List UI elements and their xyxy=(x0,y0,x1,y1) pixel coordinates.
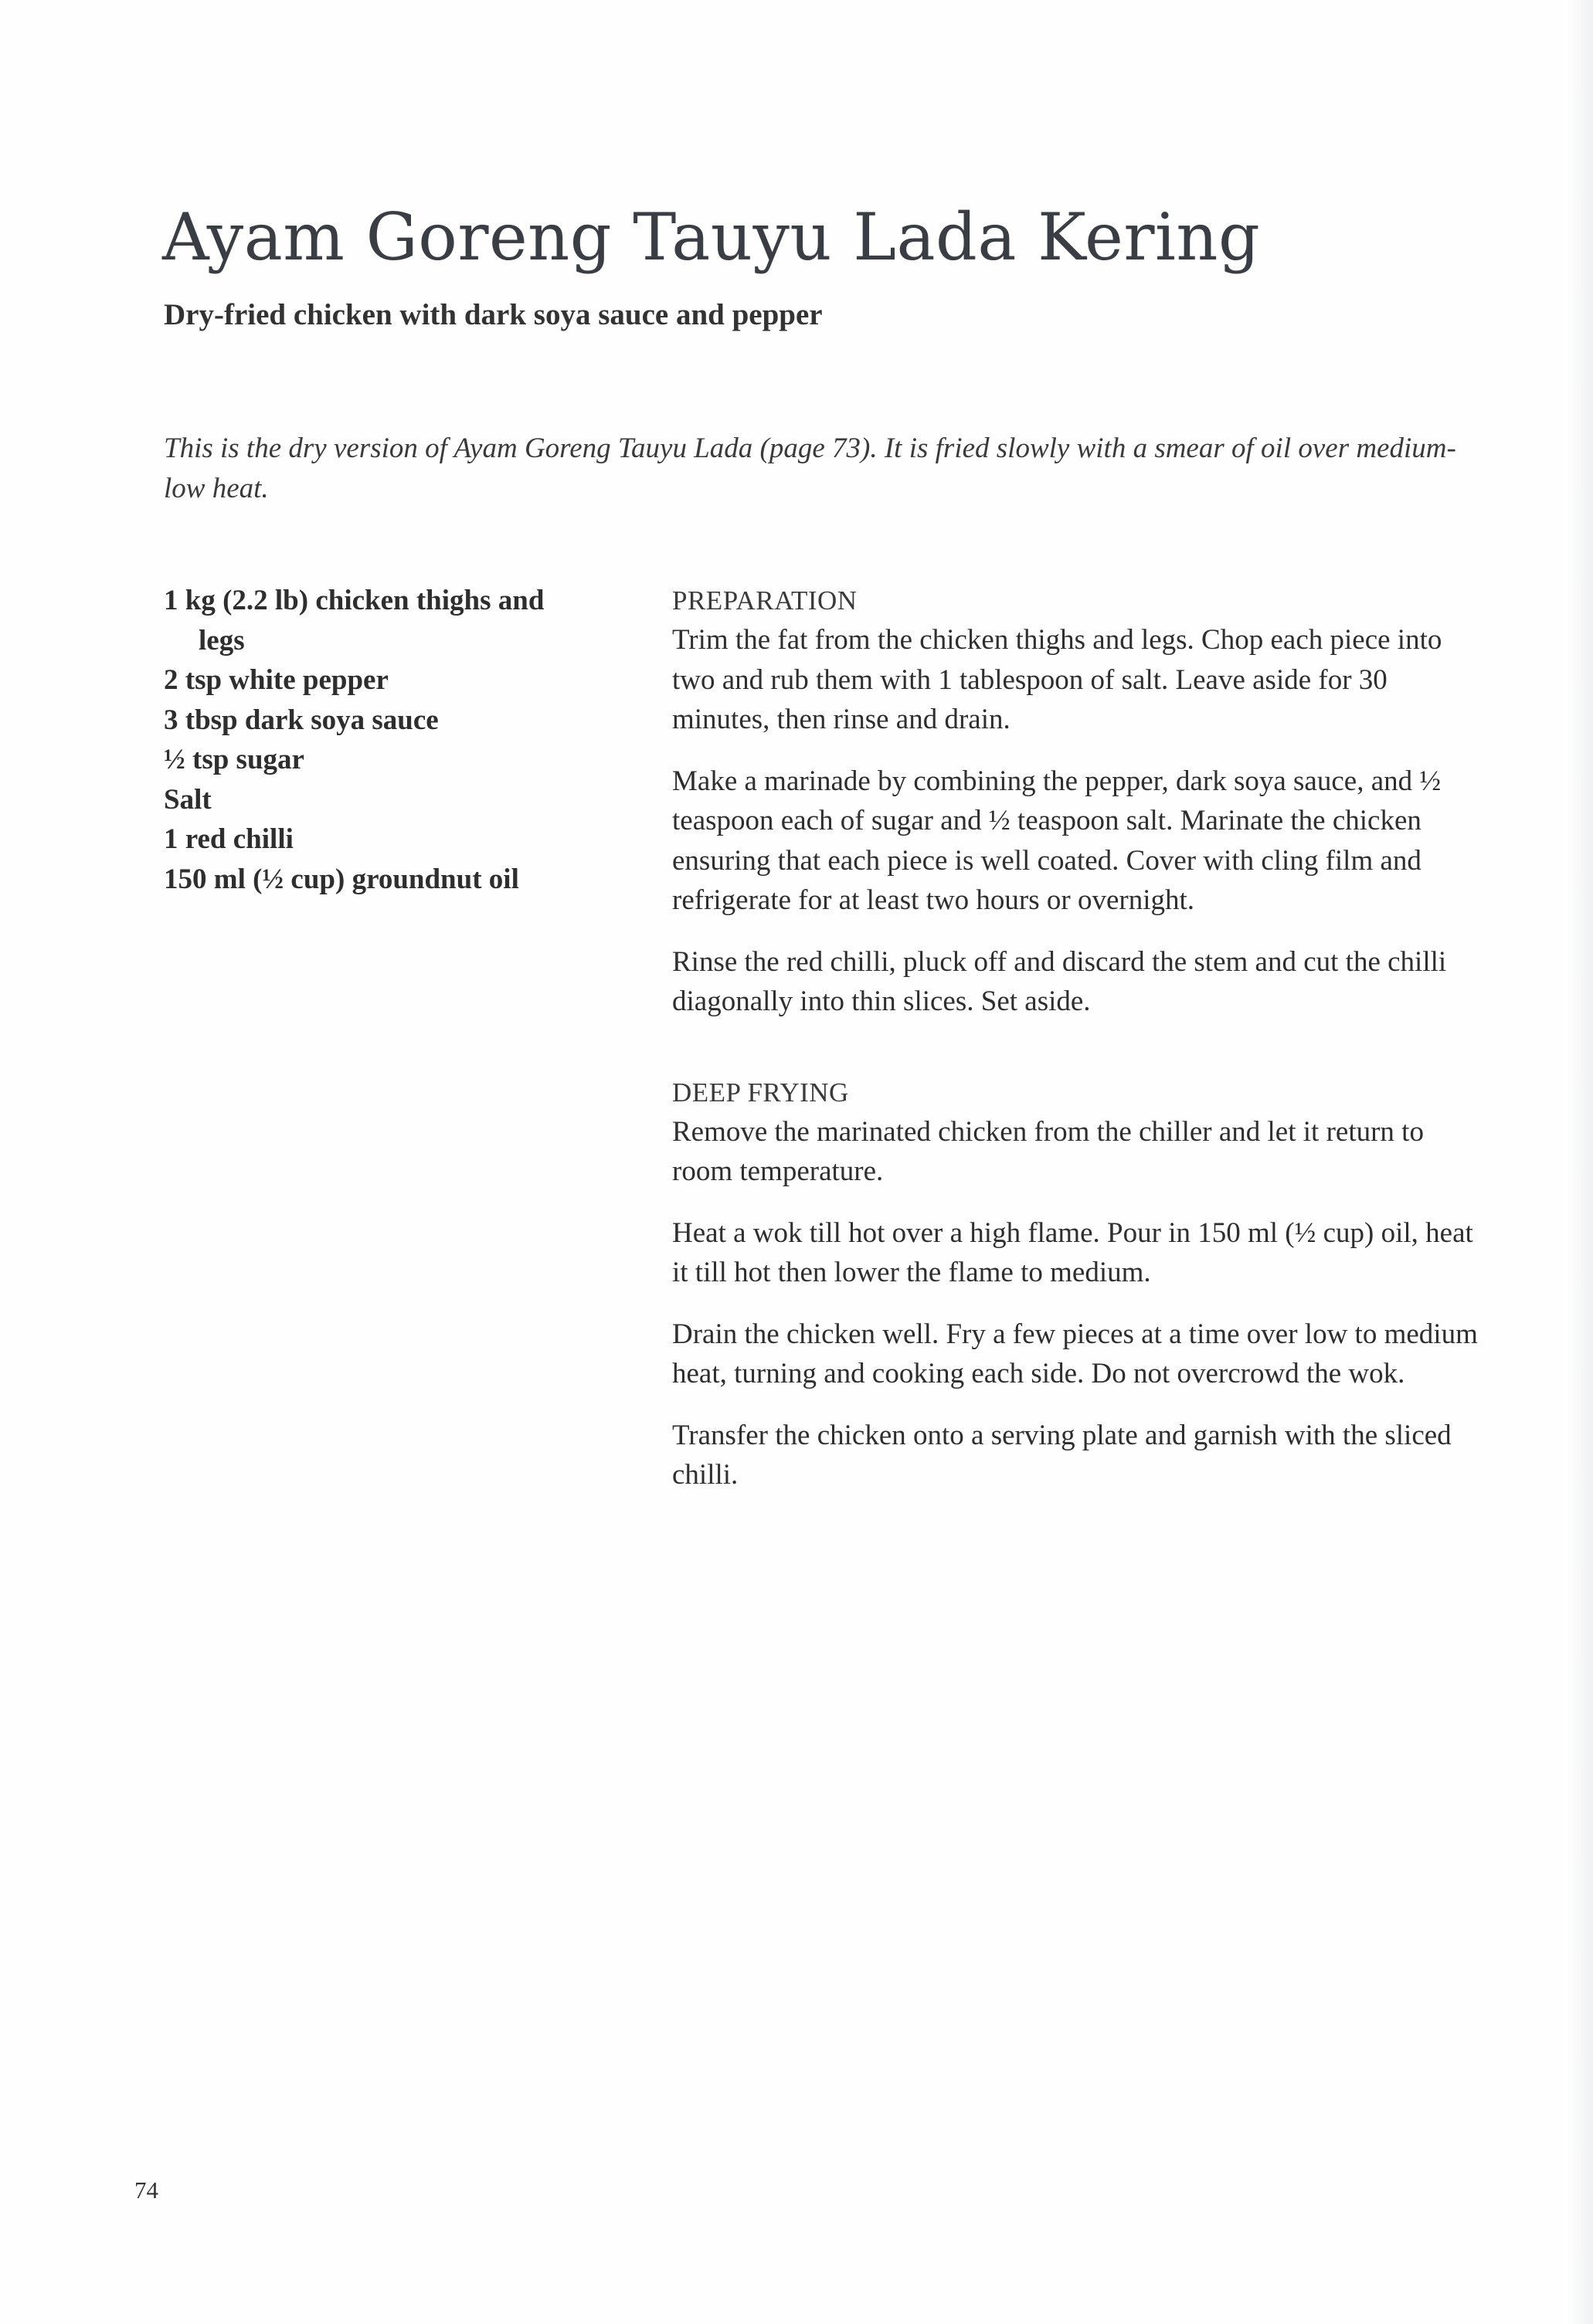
deep-frying-heading: DEEP FRYING xyxy=(672,1077,849,1108)
deep-frying-step: Drain the chicken well. Fry a few pieces at a time over low to medium heat, turning and cooking each side. Do not overcrowd the wok. xyxy=(672,1318,1478,1389)
page-edge-shadow xyxy=(1567,0,1593,2324)
preparation-step: Make a marinade by combining the pepper, dark soya sauce, and ½ teaspoon each of sugar and ½ teaspoon salt. Marinate the chicken ensuring that each piece is well coated. Cover with cling film and refrigerate for at least two hours or overnight. xyxy=(672,765,1442,916)
recipe-title: Ayam Goreng Tauyu Lada Kering xyxy=(162,199,1261,275)
ingredient-item: ½ tsp sugar xyxy=(164,744,304,775)
recipe-intro: This is the dry version of Ayam Goreng Tauyu Lada (page 73). It is fried slowly with a smear of oil over medium-low heat. xyxy=(164,433,1456,504)
ingredient-item: 1 red chilli xyxy=(164,823,294,855)
ingredient-list xyxy=(164,581,596,899)
preparation-step: Trim the fat from the chicken thighs and legs. Chop each piece into two and rub them with 1 tablespoon of salt. Leave aside for 30 minutes, then rinse and drain. xyxy=(672,624,1442,735)
preparation-step: Rinse the red chilli, pluck off and discard the stem and cut the chilli diagonally into thin slices. Set aside. xyxy=(672,945,1447,1017)
page-number: 74 xyxy=(134,2176,158,2204)
ingredient-item: 150 ml (½ cup) groundnut oil xyxy=(164,863,519,895)
recipe-subtitle: Dry-fried chicken with dark soya sauce and pepper xyxy=(164,298,823,331)
deep-frying-step: Remove the marinated chicken from the chiller and let it return to room temperature. xyxy=(672,1115,1424,1187)
ingredient-item: 3 tbsp dark soya sauce xyxy=(164,704,439,736)
deep-frying-step: Heat a wok till hot over a high flame. Pour in 150 ml (½ cup) oil, heat it till hot then lower the flame to medium. xyxy=(672,1216,1473,1288)
preparation-section xyxy=(672,581,1479,1022)
ingredient-item: 1 kg (2.2 lb) chicken thighs and legs xyxy=(164,585,545,656)
method-column xyxy=(672,581,1479,1517)
ingredient-item: Salt xyxy=(164,783,212,816)
preparation-heading: PREPARATION xyxy=(672,585,858,616)
deep-frying-step: Transfer the chicken onto a serving plate and garnish with the sliced chilli. xyxy=(672,1419,1452,1491)
ingredient-item: 2 tsp white pepper xyxy=(164,664,389,696)
section-gap xyxy=(672,1043,1479,1073)
deep-frying-section xyxy=(672,1073,1479,1495)
